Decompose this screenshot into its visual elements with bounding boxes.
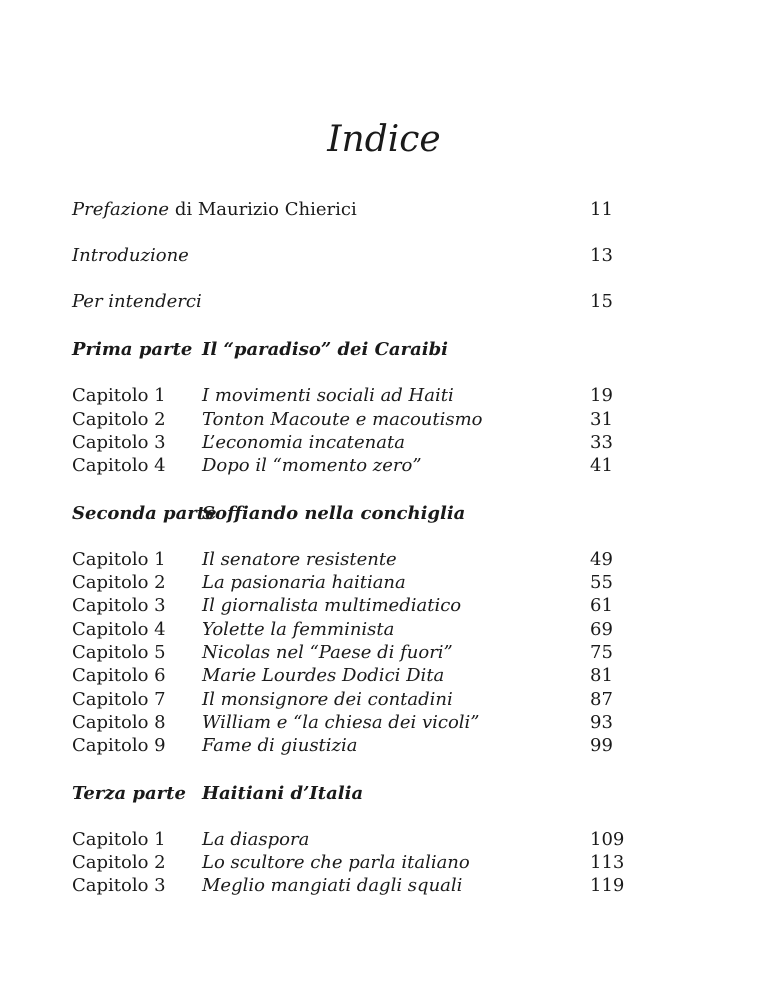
part-title: Soffiando nella conchiglia [202,503,466,524]
page-number: 75 [590,642,613,663]
entry-title-italic: Prefazione [72,199,170,220]
part-label: Terza parte [72,783,186,804]
chapter-title: Il senatore resistente [202,549,397,570]
chapter-label: Capitolo 1 [72,549,166,570]
page-number: 119 [590,875,625,896]
entry-title-italic: Introduzione [72,245,189,266]
page-number: 11 [590,199,613,220]
page-number: 41 [590,455,613,476]
entry-title-rest: di Maurizio Chierici [169,199,357,220]
page-number: 99 [590,735,613,756]
chapter-label: Capitolo 4 [72,455,166,476]
chapter-entry [72,571,612,595]
chapter-label: Capitolo 2 [72,572,166,593]
chapter-entry [72,431,612,455]
chapter-label: Capitolo 2 [72,409,166,430]
chapter-title: Tonton Macoute e macoutismo [202,409,483,430]
chapter-entry [72,874,625,898]
chapter-label: Capitolo 8 [72,712,166,733]
chapter-entry [72,384,612,408]
chapter-label: Capitolo 6 [72,665,166,686]
chapter-label: Capitolo 3 [72,875,166,896]
part-label: Seconda parte [72,503,217,524]
chapter-entry [72,688,612,712]
chapter-title: Il monsignore dei contadini [202,689,453,710]
chapter-entry [72,851,625,875]
chapter-title: Marie Lourdes Dodici Dita [202,665,445,686]
chapter-entry [72,454,612,478]
chapter-title: Fame di giustizia [202,735,358,756]
chapter-entry [72,828,625,852]
chapter-entry [72,594,612,618]
chapter-title: Nicolas nel “Paese di fuori” [202,642,453,663]
chapter-title: La pasionaria haitiana [202,572,406,593]
chapter-entry [72,734,612,758]
chapter-label: Capitolo 1 [72,385,166,406]
part-heading-3 [72,782,612,806]
chapter-title: Dopo il “momento zero” [202,455,422,476]
page-number: 19 [590,385,613,406]
toc-entry-introduction [72,244,612,268]
page-number: 69 [590,619,613,640]
part-label: Prima parte [72,339,193,360]
chapter-title: I movimenti sociali ad Haiti [202,385,454,406]
chapter-label: Capitolo 9 [72,735,166,756]
chapter-label: Capitolo 4 [72,619,166,640]
chapter-title: Yolette la femminista [202,619,395,640]
chapter-title: L’economia incatenata [202,432,405,453]
page-number: 49 [590,549,613,570]
chapter-label: Capitolo 3 [72,595,166,616]
page-number: 33 [590,432,613,453]
part-heading-1 [72,338,612,362]
page-number: 113 [590,852,625,873]
chapter-entry [72,548,612,572]
toc-entry-preface [72,198,612,222]
chapter-label: Capitolo 3 [72,432,166,453]
chapter-title: La diaspora [202,829,310,850]
page-number: 93 [590,712,613,733]
chapter-label: Capitolo 2 [72,852,166,873]
part-title: Haitiani d’Italia [202,783,364,804]
chapter-title: William e “la chiesa dei vicoli” [202,712,480,733]
toc-entry-per-intenderci [72,290,612,314]
chapter-entry [72,641,612,665]
chapter-label: Capitolo 5 [72,642,166,663]
page-number: 109 [590,829,625,850]
entry-title-italic: Per intenderci [72,291,202,312]
chapter-entry [72,408,612,432]
page-number: 13 [590,245,613,266]
page-number: 31 [590,409,613,430]
chapter-title: Lo scultore che parla italiano [202,852,470,873]
page-number: 61 [590,595,613,616]
chapter-title: Meglio mangiati dagli squali [202,875,463,896]
chapter-label: Capitolo 1 [72,829,166,850]
page-title: Indice [327,119,441,160]
page-number: 87 [590,689,613,710]
chapter-label: Capitolo 7 [72,689,166,710]
part-heading-2 [72,502,612,526]
chapter-entry [72,711,612,735]
chapter-entry [72,618,612,642]
page-number: 81 [590,665,613,686]
chapter-title: Il giornalista multimediatico [202,595,462,616]
part-title: Il “paradiso” dei Caraibi [202,339,448,360]
page-number: 15 [590,291,613,312]
page-number: 55 [590,572,613,593]
chapter-entry [72,664,612,688]
